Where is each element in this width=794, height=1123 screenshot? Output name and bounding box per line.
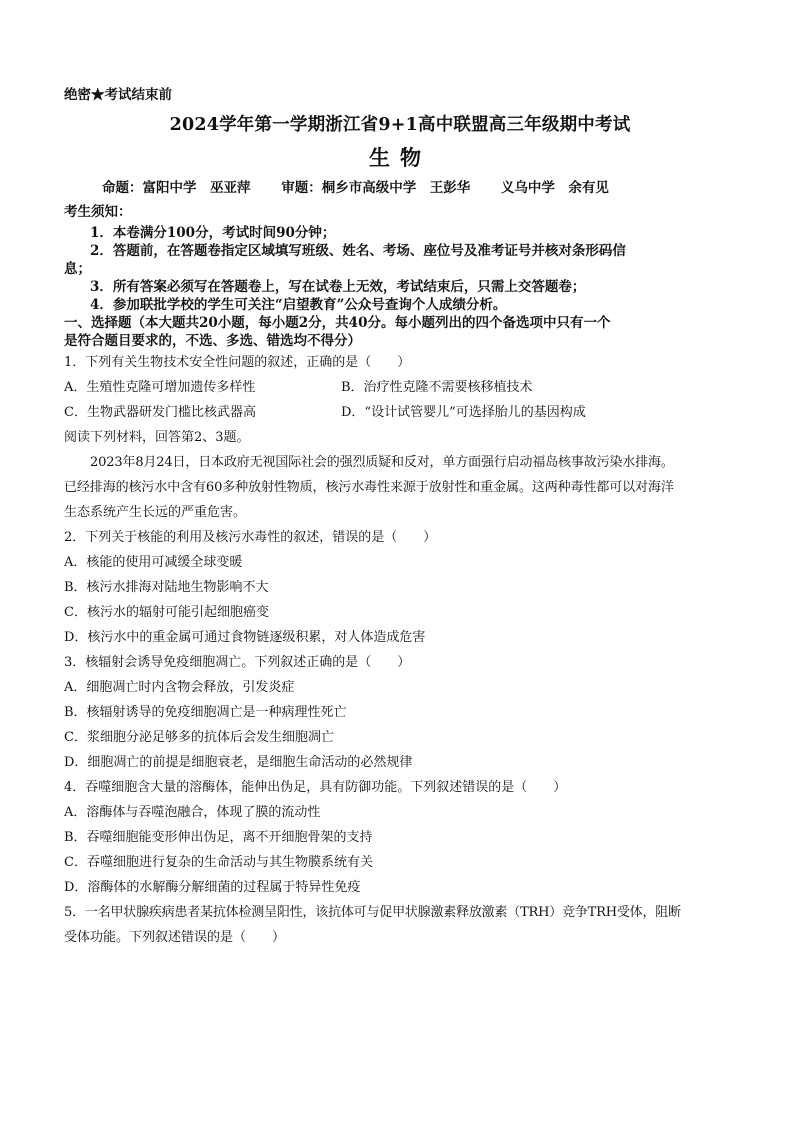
confidential-label: 绝密★考试结束前: [64, 87, 172, 103]
notice-item-1: 1．本卷满分100分，考试时间90分钟；: [90, 225, 336, 241]
exam-page: [64, 86, 736, 950]
subject-title: 生物: [369, 145, 431, 170]
author-reviewer-1: 审题：桐乡市高级中学 王彭华: [281, 180, 471, 196]
section-heading: [64, 314, 736, 350]
q3-stem: 3．核辐射会诱导免疫细胞凋亡。下列叙述正确的是（ ）: [64, 655, 411, 670]
section-line-2: 是符合题目要求的，不选、多选、错选均不得分）: [64, 333, 361, 349]
notice-heading: 考生须知：: [64, 204, 132, 220]
notice-list: [64, 224, 736, 314]
q4-option-c: C．吞噬细胞进行复杂的生命活动与其生物膜系统有关: [64, 855, 373, 870]
q2-option-a: A．核能的使用可减缓全球变暖: [64, 555, 243, 570]
q3-option-a: A．细胞凋亡时内含物会释放，引发炎症: [64, 680, 295, 695]
question-4: [64, 775, 736, 900]
q3-option-c: C．浆细胞分泌足够多的抗体后会发生细胞凋亡: [64, 730, 334, 745]
notice-item-2-cont: 息；: [64, 261, 91, 277]
q2-option-b: B．核污水排海对陆地生物影响不大: [64, 580, 269, 595]
q1-option-c: C．生物武器研发门槛比核武器高: [64, 405, 256, 420]
author-reviewer-2: 义乌中学 余有见: [500, 180, 609, 196]
notice-item-4: 4．参加联批学校的学生可关注“启望教育”公众号查询个人成绩分析。: [90, 297, 507, 313]
authors-line: [64, 176, 736, 200]
material-line-1: 2023年8月24日，日本政府无视国际社会的强烈质疑和反对，单方面强行启动福岛核事故污染水排海。: [90, 455, 674, 470]
q4-option-d: D．溶酶体的水解酶分解细菌的过程属于特异性免疫: [64, 880, 361, 895]
q2-option-c: C．核污水的辐射可能引起细胞癌变: [64, 605, 269, 620]
exam-title: 2024学年第一学期浙江省9+1高中联盟高三年级期中考试: [169, 115, 631, 135]
notice-item-3: 3．所有答案必须写在答题卷上，写在试卷上无效，考试结束后，只需上交答题卷；: [90, 279, 586, 295]
q4-option-b: B．吞噬细胞能变形伸出伪足，离不开细胞骨架的支持: [64, 830, 373, 845]
section-line-1: 一、选择题（本大题共20小题，每小题2分，共40分。每小题列出的四个备选项中只有一个: [64, 315, 611, 331]
reading-material: [64, 425, 736, 525]
q5-stem-line-2: 受体功能。下列叙述错误的是（ ）: [64, 930, 286, 945]
q2-option-d: D．核污水中的重金属可通过食物链逐级积累，对人体造成危害: [64, 630, 426, 645]
q3-option-d: D．细胞凋亡的前提是细胞衰老，是细胞生命活动的必然规律: [64, 755, 413, 770]
notice-item-2: 2．答题前，在答题卷指定区域填写班级、姓名、考场、座位号及准考证号并核对条形码信: [90, 243, 626, 259]
q3-option-b: B．核辐射诱导的免疫细胞凋亡是一种病理性死亡: [64, 705, 347, 720]
q1-option-a: A．生殖性克隆可增加遗传多样性: [64, 380, 256, 395]
q1-options-row-1: [64, 375, 736, 400]
question-3: [64, 650, 736, 775]
author-proposer: 命题：富阳中学 巫亚萍: [102, 180, 251, 196]
question-1: [64, 350, 736, 425]
q1-option-b: B．治疗性克隆不需要核移植技术: [341, 380, 533, 395]
q4-stem: 4．吞噬细胞含大量的溶酶体，能伸出伪足，具有防御功能。下列叙述错误的是（ ）: [64, 780, 567, 795]
q1-options-row-2: [64, 400, 736, 425]
q4-option-a: A．溶酶体与吞噬泡融合，体现了膜的流动性: [64, 805, 321, 820]
q1-option-d: D．“设计试管婴儿”可选择胎儿的基因构成: [341, 405, 586, 420]
question-2: [64, 525, 736, 650]
material-line-3: 生态系统产生长远的严重危害。: [64, 505, 247, 520]
q5-stem-line-1: 5．一名甲状腺疾病患者某抗体检测呈阳性，该抗体可与促甲状腺激素释放激素（TRH）竞争TRH受体，阻断: [64, 905, 681, 920]
material-line-2: 已经排海的核污水中含有60多种放射性物质，核污水毒性来源于放射性和重金属。这两种毒性都可以对海洋: [64, 480, 674, 495]
material-lead: 阅读下列材料，回答第2、3题。: [64, 430, 250, 445]
q2-stem: 2．下列关于核能的利用及核污水毒性的叙述，错误的是（ ）: [64, 530, 437, 545]
question-5: [64, 900, 736, 950]
q1-stem: 1．下列有关生物技术安全性问题的叙述，正确的是（ ）: [64, 355, 411, 370]
